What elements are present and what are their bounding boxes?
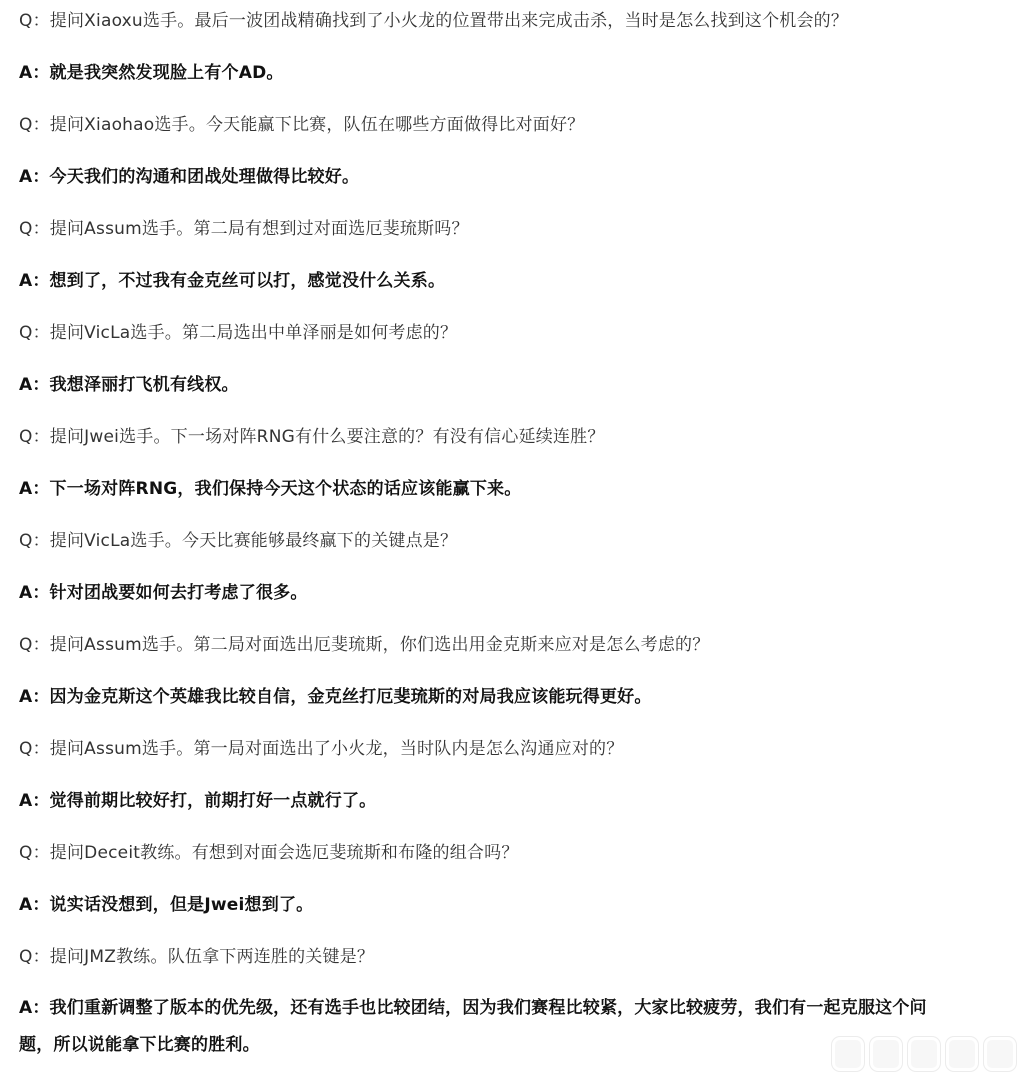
question-5: Q：提问Jwei选手。下一场对阵RNG有什么要注意的？有没有信心延续连胜？ bbox=[19, 427, 605, 447]
question-10: Q：提问JMZ教练。队伍拿下两连胜的关键是？ bbox=[19, 947, 375, 967]
question-8: Q：提问Assum选手。第一局对面选出了小火龙，当时队内是怎么沟通应对的？ bbox=[19, 739, 624, 759]
question-6: Q：提问VicLa选手。今天比赛能够最终赢下的关键点是？ bbox=[19, 531, 458, 551]
answer-2: A：今天我们的沟通和团战处理做得比较好。 bbox=[19, 167, 360, 187]
question-3: Q：提问Assum选手。第二局有想到过对面选厄斐琉斯吗？ bbox=[19, 219, 469, 239]
answer-9: A：说实话没想到，但是Jwei想到了。 bbox=[19, 895, 314, 915]
question-7: Q：提问Assum选手。第二局对面选出厄斐琉斯，你们选出用金克斯来应对是怎么考虑的？ bbox=[19, 635, 710, 655]
answer-5: A：下一场对阵RNG，我们保持今天这个状态的话应该能赢下来。 bbox=[19, 479, 522, 499]
question-9: Q：提问Deceit教练。有想到对面会选厄斐琉斯和布隆的组合吗？ bbox=[19, 843, 519, 863]
question-2: Q：提问Xiaohao选手。今天能赢下比赛，队伍在哪些方面做得比对面好？ bbox=[19, 115, 585, 135]
answer-3: A：想到了，不过我有金克丝可以打，感觉没什么关系。 bbox=[19, 271, 446, 291]
watermark-glyph bbox=[870, 1037, 902, 1071]
watermark bbox=[832, 1037, 1016, 1071]
watermark-glyph bbox=[832, 1037, 864, 1071]
answer-10: A：我们重新调整了版本的优先级，还有选手也比较团结，因为我们赛程比较紧，大家比较疲劳，我们有一起克服这个问题，所以说能拿下比赛的胜利。 bbox=[19, 998, 927, 1055]
watermark-glyph bbox=[984, 1037, 1016, 1071]
watermark-glyph bbox=[946, 1037, 978, 1071]
answer-8: A：觉得前期比较好打，前期打好一点就行了。 bbox=[19, 791, 377, 811]
answer-6: A：针对团战要如何去打考虑了很多。 bbox=[19, 583, 308, 603]
question-4: Q：提问VicLa选手。第二局选出中单泽丽是如何考虑的？ bbox=[19, 323, 458, 343]
answer-1: A：就是我突然发现脸上有个AD。 bbox=[19, 63, 284, 83]
answer-4: A：我想泽丽打飞机有线权。 bbox=[19, 375, 239, 395]
watermark-glyph bbox=[908, 1037, 940, 1071]
question-1: Q：提问Xiaoxu选手。最后一波团战精确找到了小火龙的位置带出来完成击杀，当时是怎么找到这个机会的？ bbox=[19, 11, 849, 31]
answer-7: A：因为金克斯这个英雄我比较自信，金克丝打厄斐琉斯的对局我应该能玩得更好。 bbox=[19, 687, 652, 707]
